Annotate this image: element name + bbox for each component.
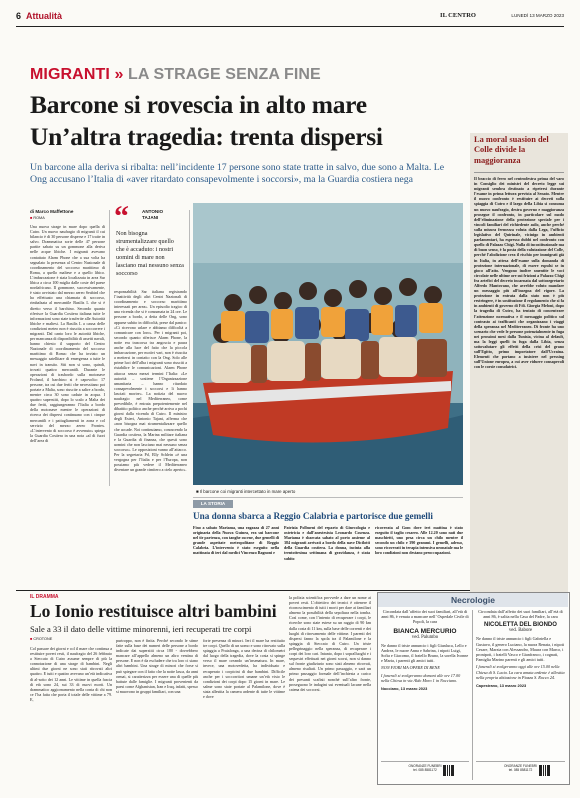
kicker-separator: » [114,66,124,83]
quote-text: Non bisogna strumentalizzare quello che è accaduto: i nostri uomini di mare non lasciano mai nessuno senza soccorso [116,230,184,277]
obit1-agency: ONORANZE FUNEBRI [408,764,442,768]
obit2-agency-box [476,761,565,780]
story3-col-4: la polizia scientifica provvede a dare un nome ai poveri resti. L’obiettivo dei tecnici è ottenere il riconoscimento di tutti i morti per dare ai familiari almeno la possibilità della sepoltura nella tomba. Così come, con l’intento di recuperare i corpi, le ricerche sono state estese su un raggio di 90 km dalla costa di 11 km, sulla base delle correnti e dei luoghi di ritrovamento delle vittime. I parenti dei dispersi fanno la spola tra il Palamilone e la spiaggia di Steccato di Cutro. Un triste pellegrinaggio nella speranza, di recuperare i corpi dei loro cari. Intanto, dopo i sopralluoghi e i sequestri effettuati nei giorni scorsi, non si danno sul fronte giudiziario sono stati almeno ritrovati, almeno risultati. Un primo passaggio, e sarà un primo passaggio formale dell’inchiesta a carico dei presunti scafisti nonché sull’altro fronte, proseguono le indagini sui eventuali lacune nella catena dei soccorsi. [289,595,371,692]
obit1-intro: Circondata dall’affetto dei suoi familiari, all’età di anni 86, è venuta a mancare nell’ Ospedale Civile di Popoli, la cara [381,609,469,625]
main-headline-line-2: Un’altra tragedia: trenta dispersi [30,122,383,151]
story3-headline: Lo Ionio restituisce altri bambini [30,601,277,621]
story3-label: IL DRAMMA [30,594,59,600]
story3-divider [16,590,470,591]
obit2-body: Ne danno il triste annuncio i figli Gabriella e Gustavo, il genero Luciano, la nuora Renata, i nipoti Cesare, Marzia con Alessandro, Maura con Marco, i pronipoti, i fratelli Vasco e Gianfranco, i cognati, Famiglia Marino parenti e gli amici tutti. [476,636,565,663]
obituary-1 [381,609,469,781]
story3-col-3: forte presenza di minori. Ieri il mare ha restituito tre corpi. Quello di un uomo e sono ritrovato sulla spiaggia a Praialonga, a una decina di chilometri dal luogo della tragedia, dove la costa si spinge verso il mare creando un’insenatura. In mare, invece, una motovedetta, ha individuato e recuperato i corpicini di due bambini. Difficile anche per i soccorritori umane un’età visto le condizioni dei corpi dopo 15 giorni in mare. Le salme sono state portate al Palamilone, dove è stata allestita la camera ardente di tutte le vittime e dove [203,638,285,700]
page-header [16,10,564,24]
obit2-agency-tel: tel. 085 8581172 [508,768,533,772]
obit1-name: BIANCA MERCURIO [393,627,457,635]
caption-marker-icon: ■ [196,489,200,494]
story3-col-2: purtroppo, non è finita. Perché secondo le stime fatte sulla base dei numeri delle persone a bordo indicate dai superstiti circa 180 - dovrebbero mancare all’appello almeno un altro ventina di persone. E non è da escludere che tra loro ci siano altri bambini. Una strage di minori che forse si può spiegare con il fatto che la notte lasca, da anni ormai, si caratterizza per essere una di quelle più battute dalle famiglie. I migranti provenienti da paesi come Afghanistan, Iran e Iraq, infatti, spesso si muovono in gruppi familiari, con una [116,638,198,694]
obituary-2 [476,609,565,781]
necrologie-title-bar [378,593,568,607]
dateline-marker-icon: ■ [30,216,33,220]
main-deck: Un barcone alla deriva si ribalta: nell’incidente 17 persone sono state tratte in salvo, due sono a Malta. Le Ong accusano l’Italia di «aver ritardato consapevolmente i soccorsi», ma la Guardia costiera nega [30,162,445,185]
obit1-subname: ved. Palumbo [411,634,439,640]
photo-caption [196,489,295,494]
issue-date: LUNEDÌ 13 MARZO 2023 [511,13,564,18]
main-col-1: Una nuova strage in mare dopo quella di Cutro. Un nuovo naufragio di migranti il cui bilancio è di 30 persone disperse e 17 tratte in salvo. Drammatica sorte delle 47 persone partite sabato su un gommone alla deriva nelle acque libiche. I migranti avevano contattato Alarm Phone che a sua volta ha segnalato la presenza al Centro Nazionale di coordinamento del soccorso marittimo di Roma, a quello maltese e a quello libico. L’imbarcazione è stata localizzata in area Sar libica a circa 100 miglia dalle coste del paese nordafricano. Il gommone, successivamente, è stato avvistato dal mezzo aereo Seabird che ha effettuato una chiamata di soccorso, rimbalzata al mercantile Basilis L che si è diretto verso il barchino. Secondo quanto riferisce la Guardia Costiera italiana tutte le informazioni sono state trasferite alle Autorità libiche e maltesi. La Basilis L a causa delle condizioni meteo non è riuscita a soccorrere i migranti. Dal canto loro le autorità libiche, per mancanza di disponibilità di assetti navali, hanno chiesto il supporto del Centro Nazionale di coordinamento del soccorso marittimo di Roma: che ha inviato un messaggio satellitare di emergenza a tutte le navi in transito. Siti non si sono, quindi, trovati quattro mercantili. Durante le operazioni di trasbordo sulla motonave Froland, il barchino si è capovolto: 17 persone, tra cui due feriti che necessitano poi portate a Malta, sono riuscite a salire a bordo, mentre circa 30 sono cadute in acqua. I quattro superstiti, dopo lo scalo a Malta dei due feriti, raggiungeranno l’Italia a bordo della motonave mentre le operazioni di ricerca dei dispersi continuano con i cinque mercantili e i pattugliamenti in zona e col servizio del mezzo aereo Frontex. «L’intervento di soccorso è avvenuto» spiega la Guardia Costiera in una nota «al di fuori dell’area di [30,224,105,443]
obit2-barcode [539,765,550,776]
obit2-place-date: Capestrano, 13 marzo 2023 [476,683,527,689]
page-number: 6 [16,11,22,21]
story2-col-1: Fino a sabato Mariama, una ragazza di 27 anni originaria della Nuova Guinea, era sui barcone nel tir partenza, con tanghe oscene, due gemelli di grande aspettate metropolitane di Reggio Calabria. L’intervento è stato eseguito nella mattinata di ieri dal medici Vincenzo Bagnoni e [193,525,279,556]
main-headline-line-1: Barcone si rovescia in alto mare [30,90,367,119]
section-name: Attualità [26,11,62,21]
obit2-name: NICOLETTA DEL BIONDO [484,622,557,629]
story3-col-1: Col passare dei giorni e col il mare che continua a restituire poveri resti, il naufragio del 26 febbraio a Steccato di Cutro assume sempre di più la connotazione di una strage di bambini. Negli ultimi due giorni ne sono stati ritrovati altri quattro. E tutti e quattro avevano un’età indicativa di al-sotto dei 12 anni. Le vittime in quella fascia di età sono 24, sui 33 di nuovi morti. Un drammatico aggiornamento nella conta di chi non ce l’ha fatta che porta il totale delle vittime a 79. E, [30,646,112,702]
quote-author: ANTONIO TAJANI [142,209,164,220]
obit2-agency: ONORANZE FUNEBRI [504,764,537,768]
obit2-intro: Circondata dall’affetto dei suoi familiari, all’età di anni 86, è salita nella Casa del Padre, la cara [478,609,563,620]
paper-name: IL CENTRO [440,12,476,19]
dateline-story3 [30,637,52,641]
obit2-subname: ved. Babore [508,628,533,634]
obit1-barcode [443,765,454,776]
obit2-funeral: I funerali si svolgeranno oggi alle ore 15.00 nella Chiesa di S. Lucia. La cara amata ardente è allestita nella propria abitazione in Piazza S. Rocco 24. [476,664,565,680]
quote-open-icon: “ [114,200,129,233]
necrologie-title: Necrologie [451,595,495,605]
sidebar-title-divider [474,172,564,173]
photo-caption-text: Il barcone coi migranti intercettato in mare aperto [199,489,296,494]
obit1-agency-tel: tel. 085 8581172 [413,768,437,772]
kicker-topic: MIGRANTI [30,66,110,83]
byline: di Marco Maffettone [30,209,74,214]
story2-headline: Una donna sbarca a Reggio Calabria e partorisce due gemelli [193,511,433,521]
obit1-funeral: I funerali si svolgeranno domani alle ore 17.00 nella Chiesa in via Aldo Moro 1 in Nocciano. [381,672,461,683]
obit1-note: NON FIORI MA OPERE DI BENE [381,665,440,671]
main-col-2: responsabilità Sar italiana registrando l’inattività degli altri Centri Nazionali di coordinamento e soccorso marittimo interessati per area». Un episodio tragico di una vicenda che si è consumata in 24 ore. Le persone a bordo, a detta delle Ong, sono apparse subito in difficoltà, prese dal panico: «Ci ricevono urlare e abbiamo difficoltà a comunicare con loro». Per i migranti poi, secondo quanto riferisce Alarm Phone, la notte era trascorsa tra angoscia e paura anche alla luce del fatto che la piccola imbarcazione, per motivi vari, non è riuscita a mettersi in contatto con la Ong. Solo alle prime luci dell’alba i migranti sono riusciti a ristabilire le comunicazioni. Alarm Phone attacca senza mezzi termini l’Italia: «Le autorità – sostiene l’Organizzazione umanitaria – hanno ritardato consapevolmente i soccorsi e li hanno lasciati morire». La notizia del nuovo naufragio nel Mediterraneo, come prevedibile, è entrata prepotentemente nel dibattito politico anche perché arriva a pochi giorni dalla vicenda di Cutro. Il ministro degli Esteri, Antonio Tajani, afferma che «non bisogna mai strumentalizzare quello che accade. Noi continuiamo, conoscendo la Guardia costiera, la Marina militare italiana e la Guardia di finanza, che questi sono uomini che non lasciano mai nessuno senza soccorso». Le opposizioni vanno all’attacco. Per la segretaria Pd, Elly Schlein «è una vergogna per l’Italia e per l’Europa, non possiamo più vedere il Mediterraneo diventare un grande cimitero a cielo aperto». [114,289,187,473]
dateline-main [30,216,45,220]
column-divider [189,210,190,350]
main-kicker [30,66,321,84]
dateline-main-text: ROMA [33,216,45,220]
kicker-subtitle: LA STRAGE SENZA FINE [128,66,321,83]
obit1-place-date: Nocciano, 13 marzo 2023 [381,686,428,692]
dateline-marker-icon: ■ [30,637,33,641]
migrant-boat-photo [193,203,463,485]
dateline-story3-text: CROTONE [33,637,53,641]
header-divider [16,26,564,27]
obit1-agency-box [381,761,469,780]
obit1-body: Ne danno il triste annuncio i figli Gianluca, Lello e Andrea, le nuore Anna e Sabrina, i nipoti Luigi, Sofia e Giacomo, il fratello Bruno, la sorella Ivonne e Maria, i parenti gli amici tutti. [381,642,469,664]
story2-label: LA STORIA [193,500,233,508]
necrologie-divider [472,610,473,780]
sidebar-title: La moral suasion del Colle divide la maggioranza [474,135,549,165]
photo-illustration [193,203,463,485]
column-divider [109,210,110,486]
story3-deck: Sale a 33 il dato delle vittime minorenni, ieri recuperati tre corpi [30,624,252,634]
story2-divider [193,497,463,498]
sidebar-text: Il braccio di ferro nel centrodestra prima del varo in Consiglio dei ministri del decreto legge sui migranti sembra destinato a ripetersi durante l’esame in prima lettura prevista al Senato. Mentre il nuovo confronto è restituire ai decreti sulla spiaggia di Cutro e il largo della Libia si consuma un nuovo naufragio, destra governo e maggioranza prosegue il confronto, in particolare sul modo dell’eliminazione della protezione speciale per i vincoli familiari del richiedente asilo, anche perché sulla misura fermezza voluta dalla Lega, l’ufficio legislativo del Quirinale, vicinigo in ambienti parlamentari, ha espresso dubbi nel confronto con quello di Palazzo Chigi. Nulla di incostituzionale ma di buon senso, è la posta della valutazione del Colle, perché l’abolizione crea il rischio per immigrati già in Italia, in attesa dell’esame sulla domanda di protezione internazionale, di essere espulsi se in gioco all’atto. Vengono inoltre smentite le voci circolate nelle ultime ore sui frizioni a Palazzo Chigi fra artefici del decreto incarnata dal sottosegretario Alfredo Mantovano, che avrebbe voluto mandare un messaggio più all’insegna del rigore. La protezione in entrata dalla stato non è più restringere, è in sostituzione il regolamento che si fa in ambienti di governo di Fdi. Giorgia Meloni, dopo la tragedia di Cutro, ha tentato di concentrare l’attenzione normativa e il messaggio politico sul contrasto ai trafficanti che organizzano i viaggi della speranza nel Mediterraneo. Di fronte ha uno scenario che vede le persone potenzialmente in fuga nei prossimi mesi dalla Tunisia, vicina al default, ma la leggi quelli in fuga dalla Libia, senza sottovalutare gli effetti della crisi del grano sull’Egitto, primo importatore dall’Ucraina. Elementi che portano a insistere nel pressing sull’Unione europea, a cui aver ridurre consapevoli con le corsie consolatrici. [474,176,564,370]
story2-col-2: Patrizia Pollmeni del reparto di Ginecologia e ostetricia e dall’anestesista Leonardo Cosenza. Mariama è sbarcata sabato al porto assieme al 384 migranti arrivati a bordo della nave Dicilotti della Guardia costiera. La donna, incinta alla trentottesima settimana di gravidanza, è stata subito [284,525,370,561]
story2-col-3: ricoverata al Gom dove ieri mattina è stato eseguito il taglio cesareo. Alle 12.20 sono nati due maschietti, uno pesa circa un chilo mentre il secondo un chilo e 390 grammi. I gemelli, adesso, sono ricoverati in terapia intensiva neonatale ma le loro condizioni non destano preoccupazioni. [375,525,463,556]
